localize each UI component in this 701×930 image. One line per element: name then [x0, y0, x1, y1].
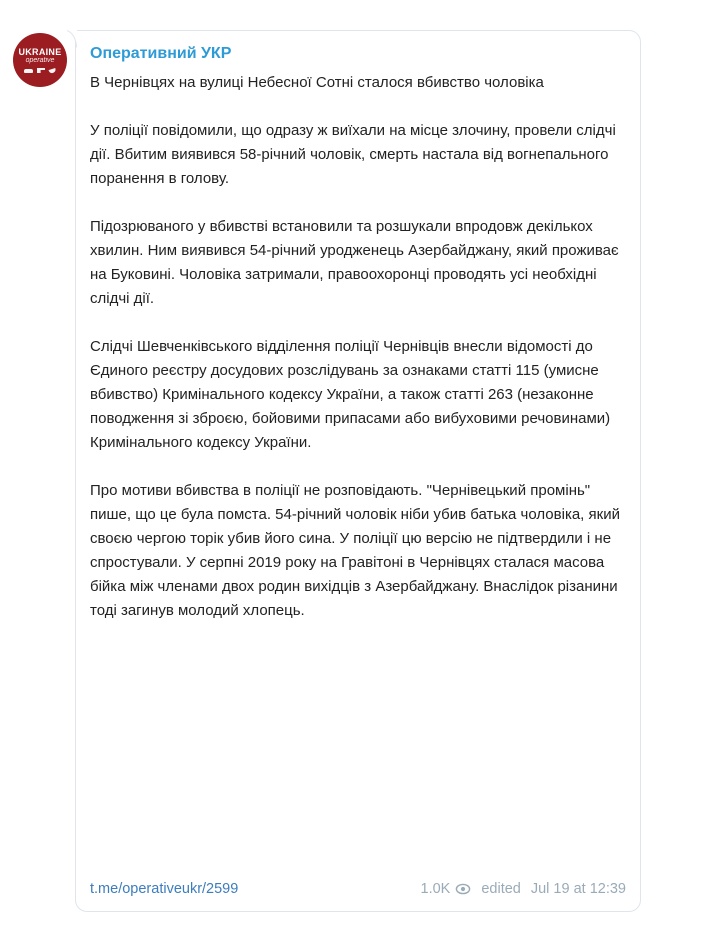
message-timestamp: Jul 19 at 12:39 [530, 881, 626, 897]
paragraph-1: В Чернівцях на вулиці Небесної Сотні сталося вбивство чоловіка [90, 74, 544, 91]
message-bubble [75, 30, 641, 912]
message-text [90, 71, 626, 647]
phone-icon [49, 68, 57, 74]
paragraph-4: Слідчі Шевченківського відділення поліції Чернівців внесли відомості до Єдиного реєстру досудових розслідувань за ознаками статті 115 (умисне вбивство) Кримінального кодексу України, а також статті 263 (незаконне поводження зі зброєю, бойовими припасами або вибуховими речовинами) Кримінального кодексу України. [90, 338, 611, 451]
eye-icon [455, 883, 471, 895]
avatar-icon-row [24, 68, 56, 73]
paragraph-5: Про мотиви вбивства в поліції не розповідають. "Чернівецький промінь" пише, що це була помста. 54-річний чоловік ніби убив батька чоловіка, який своєю чергою торік убив його сина. У поліції цю версію не підтвердили і не спростували. У серпні 2019 року на Гравітоні в Чернівцях сталася масова бійка між членами двох родин вихідців з Азербайджану. Внаслідок різанини тоді загинув молодий хлопець. [90, 482, 620, 619]
channel-name[interactable]: Оперативний УКР [90, 45, 232, 62]
message-permalink[interactable]: t.me/operativeukr/2599 [90, 881, 239, 897]
message-footer [90, 880, 626, 898]
edited-label: edited [481, 881, 521, 897]
message-meta [421, 880, 627, 898]
paragraph-3: Підозрюваного у вбивстві встановили та розшукали впродовж декількох хвилин. Ним виявився 54-річний уродженець Азербайджану, який проживає на Буковині. Чоловіка затримали, правоохоронці проводять усі необхідні слідчі дії. [90, 218, 619, 307]
car-icon [24, 69, 33, 73]
avatar-text-operative: operative [25, 57, 55, 64]
channel-avatar[interactable] [13, 33, 67, 87]
views-counter [421, 880, 472, 898]
gun-icon [37, 68, 45, 73]
views-count: 1.0K [420, 881, 451, 897]
paragraph-2: У поліції повідомили, що одразу ж виїхали на місце злочину, провели слідчі дії. Вбитим виявився 58-річний чоловік, смерть настала від вогнепального поранення в голову. [90, 122, 616, 187]
bubble-tail [67, 30, 77, 48]
avatar-text-ukraine: UKRAINE [18, 47, 62, 57]
